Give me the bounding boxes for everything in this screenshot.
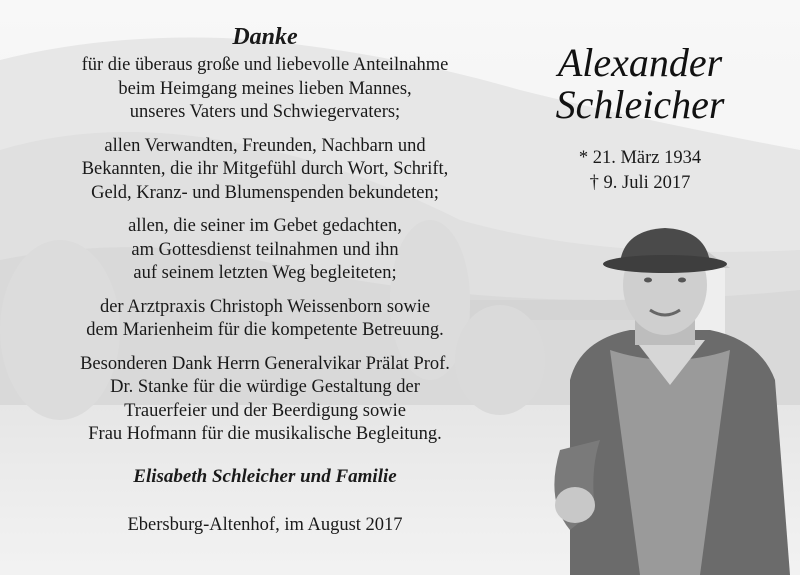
text-line: für die überaus große und liebevolle Anteilnahme: [81, 55, 449, 75]
text-line: der Arztpraxis Christoph Weissenborn sowie: [99, 296, 431, 317]
text-line: Besonderen Dank Herrn Generalvikar Prälat Prof.: [80, 353, 450, 374]
death-date: † 9. Juli 2017: [589, 173, 691, 193]
text-line: Geld, Kranz- und Blumenspenden bekundeten;: [91, 182, 439, 203]
life-dates: [520, 146, 760, 196]
signature: Elisabeth Schleicher und Familie: [133, 465, 397, 487]
text-line: unseres Vaters und Schwiegervaters;: [129, 102, 401, 122]
thanks-paragraph: [30, 296, 500, 343]
text-line: allen, die seiner im Gebet gedachten,: [128, 216, 402, 236]
text-line: beim Heimgang meines lieben Mannes,: [118, 78, 412, 99]
deceased-first-name: Alexander: [557, 40, 723, 85]
text-line: Bekannten, die ihr Mitgefühl durch Wort, Schrift,: [81, 159, 449, 179]
text-line: dem Marienheim für die kompetente Betreuung.: [86, 320, 444, 340]
text-line: auf seinem letzten Weg begleiteten;: [133, 263, 397, 283]
deceased-name: [520, 42, 760, 126]
text-line: Trauerfeier und der Beerdigung sowie: [124, 400, 406, 421]
thanks-paragraph: [30, 135, 500, 206]
birth-date: * 21. März 1934: [578, 148, 702, 168]
thanks-paragraph: [30, 54, 500, 125]
text-line: allen Verwandten, Freunden, Nachbarn und: [104, 135, 426, 156]
deceased-last-name: Schleicher: [555, 82, 725, 127]
portrait-photo: [540, 210, 800, 575]
text-line: Dr. Stanke für die würdige Gestaltung der: [110, 377, 420, 397]
text-line: Frau Hofmann für die musikalische Begleitung.: [88, 424, 442, 444]
place-and-date: Ebersburg-Altenhof, im August 2017: [127, 515, 403, 535]
thanks-paragraph: [30, 215, 500, 286]
text-line: am Gottesdienst teilnahmen und ihn: [131, 239, 399, 260]
thanks-heading: Danke: [232, 24, 298, 50]
thanks-text-block: [30, 22, 500, 538]
thanks-paragraph: [30, 353, 500, 447]
